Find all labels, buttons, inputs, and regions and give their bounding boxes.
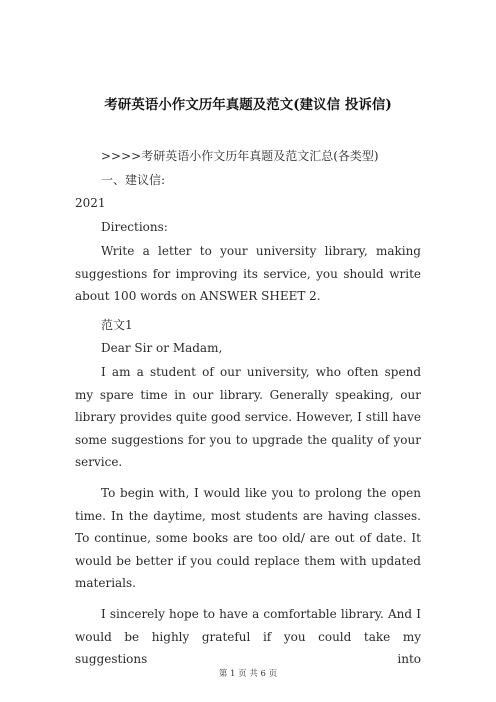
sample-label: 范文1 bbox=[101, 318, 133, 332]
year-label: 2021 bbox=[75, 196, 106, 210]
document-title: 考研英语小作文历年真题及范文(建议信 投诉信) bbox=[104, 97, 392, 113]
paragraph-summary-link[interactable]: >>>>考研英语小作文历年真题及范文汇总(各类型) bbox=[101, 149, 379, 163]
section-heading: 一、建议信: bbox=[101, 173, 166, 187]
directions-label: Directions: bbox=[101, 220, 168, 234]
letter-paragraph-3: I sincerely hope to have a comfortable library. And I would be highly grateful if you could take my suggestions into bbox=[75, 607, 421, 666]
page-footer: 第 1 页 共 6 页 bbox=[218, 669, 278, 679]
letter-paragraph-2: To begin with, I would like you to prolong the open time. In the daytime, most students are having classes. To continue, some books are too old/ are out of date. It would be better if you could replace them with updated materials. bbox=[75, 486, 421, 590]
letter-paragraph-1: I am a student of our university, who often spend my spare time in our library. Generally speaking, our library provides quite good service. However, I still have some suggestions for you to upgrade the quality of your service. bbox=[75, 365, 421, 469]
directions-text: Write a letter to your university library, making suggestions for improving its service, you should write about 100 words on ANSWER SHEET 2. bbox=[75, 244, 421, 303]
salutation: Dear Sir or Madam, bbox=[101, 341, 223, 355]
